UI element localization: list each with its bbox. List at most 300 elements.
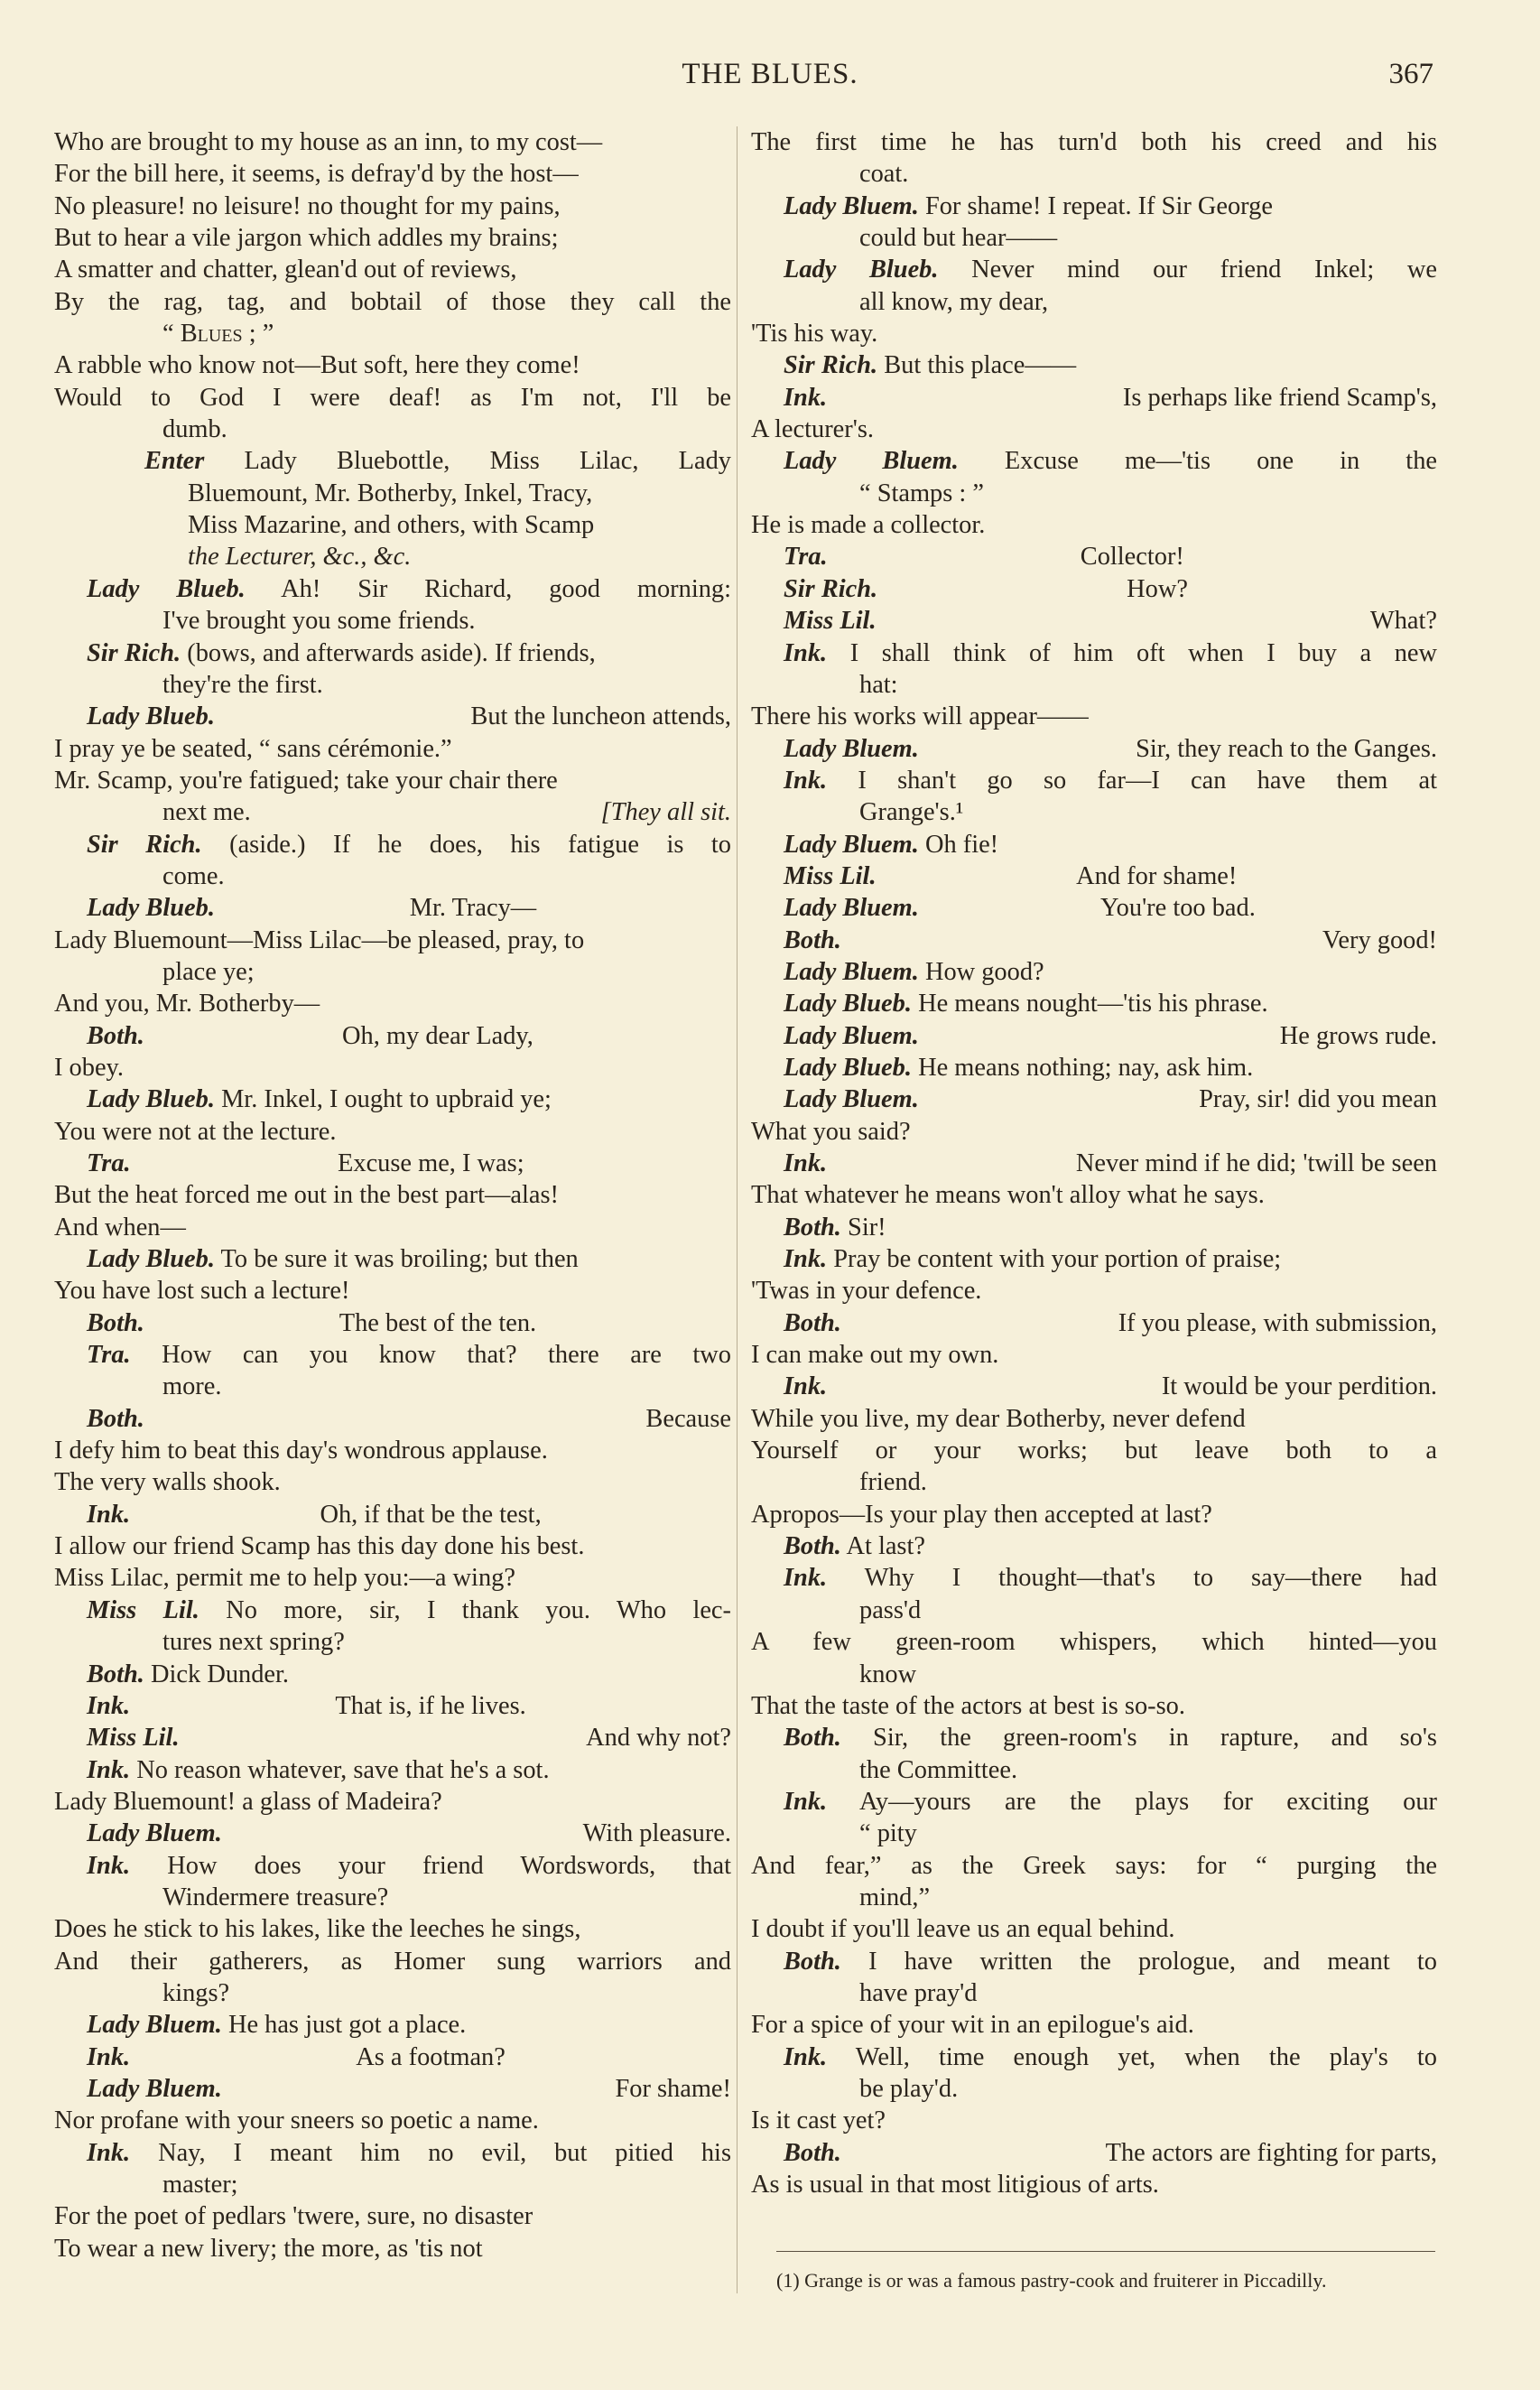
line-text: Would to God I were deaf! as I'm not, I'll be [54,383,731,412]
speaker-label: Lady Blueb. [87,1245,215,1274]
line-text: come. [162,861,225,890]
verse-line [54,541,731,572]
line-text: Windermere treasure? [162,1883,389,1911]
speaker-label: Ink. [784,1787,828,1816]
line-text: Nor profane with your sneers so poetic a name. [54,2106,539,2135]
verse-line [751,1083,1437,1115]
line-text: 'Twas in your defence. [751,1277,982,1306]
verse-line [54,318,731,349]
verse-line [751,1530,1437,1562]
verse-line [751,254,1437,285]
line-text: “ pity [859,1819,917,1848]
verse-line [751,1116,1437,1148]
verse-line [751,1786,1437,1818]
line-text: To wear a new livery; the more, as 'tis not [54,2234,483,2263]
verse-line [54,1243,731,1275]
line-text: have pray'd [859,1978,978,2007]
speaker-label: Both. [784,1213,841,1241]
line-text: To be sure it was broiling; but then [220,1245,579,1274]
left-column [54,126,731,2264]
verse-line [751,573,1437,605]
line-text: Is perhaps like friend Scamp's, [1122,383,1437,412]
speaker-label: Enter [144,447,205,476]
line-text: He grows rude. [1279,1021,1437,1050]
speaker-label: Lady Blueb. [784,990,912,1018]
footnote-rule [776,2251,1435,2252]
line-text: master; [162,2171,238,2199]
verse-line [54,1882,731,1913]
line-text: With pleasure. [582,1819,731,1848]
verse-line [751,1977,1437,2009]
verse-line [751,126,1437,158]
verse-line [54,669,731,701]
speaker-label: Lady Blueb. [784,256,939,284]
line-text: For a spice of your wit in an epilogue's aid. [751,2011,1194,2040]
verse-line [751,925,1437,956]
line-text: No reason whatever, save that he's a sot. [136,1755,550,1784]
line-text: And why not? [586,1724,731,1753]
verse-line [751,892,1437,924]
line-text: I can make out my own. [751,1341,999,1370]
line-text: Sir! [848,1213,886,1241]
verse-line [54,1786,731,1818]
verse-line [54,829,731,860]
line-text: I shall think of him oft when I buy a new [849,638,1437,667]
line-text: But this place—— [884,351,1077,380]
verse-line [751,414,1437,445]
verse-line [751,1818,1437,1849]
speaker-label: Lady Blueb. [87,894,215,923]
line-text: Mr. Scamp, you're fatigued; take your chair there [54,766,558,795]
verse-line [751,701,1437,732]
speaker-label: Lady Bluem. [87,2074,222,2103]
line-text: For the bill here, it seems, is defray'd by the host— [54,160,579,189]
verse-line [54,1435,731,1466]
line-text: You're too bad. [1100,894,1256,923]
line-text: A smatter and chatter, glean'd out of reviews, [54,256,517,284]
verse-line [54,1659,731,1690]
page-header [0,58,1540,107]
verse-line [54,1818,731,1849]
speaker-label: Sir Rich. [784,351,878,380]
verse-line [54,925,731,956]
line-text: Well, time enough yet, when the play's to [855,2042,1437,2071]
verse-line [54,254,731,285]
verse-line [751,1466,1437,1498]
speaker-label: Sir Rich. [87,638,181,667]
verse-line [751,1562,1437,1594]
line-text: Very good! [1322,925,1437,954]
speaker-label: Both. [87,1660,144,1688]
line-text: Excuse me, I was; [338,1149,524,1177]
speaker-label: Lady Bluem. [784,894,919,923]
speaker-label: Miss Lil. [784,607,877,636]
verse-line [751,1179,1437,1211]
verse-line [751,765,1437,796]
verse-line [54,1690,731,1722]
speaker-label: Ink. [87,1755,131,1784]
verse-line [54,1148,731,1179]
line-text: “ Blues ; ” [162,320,274,349]
speaker-label: Tra. [87,1149,131,1177]
line-text: Sir, the green-room's in rapture, and so's [873,1724,1437,1753]
speaker-label: Ink. [784,1564,828,1593]
verse-line [54,1530,731,1562]
line-text: next me. [162,798,251,827]
line-text: A lecturer's. [751,415,874,444]
speaker-label: Ink. [784,766,828,795]
verse-line [751,541,1437,572]
line-text: Is it cast yet? [751,2106,886,2135]
verse-line [751,1690,1437,1722]
line-text: For shame! [615,2074,731,2103]
verse-line [751,988,1437,1019]
line-text: But the luncheon attends, [470,702,731,731]
line-text: And when— [54,1213,186,1241]
line-text: How good? [924,957,1044,986]
speaker-label: Ink. [784,1245,828,1274]
verse-line [751,1148,1437,1179]
verse-line [54,765,731,796]
verse-line [54,1403,731,1435]
line-text: pass'd [859,1595,922,1624]
speaker-label: Tra. [784,543,828,572]
verse-line [54,1977,731,2009]
verse-line [54,956,731,988]
line-text: That whatever he means won't alloy what he says. [751,1181,1265,1210]
line-text: But the heat forced me out in the best part—alas! [54,1181,559,1210]
verse-line [751,2073,1437,2105]
line-text: You have lost such a lecture! [54,1277,350,1306]
line-text: The very walls shook. [54,1468,281,1497]
verse-line [751,669,1437,701]
speaker-label: Both. [784,925,841,954]
line-text: A few green-room whispers, which hinted—you [751,1628,1437,1657]
line-text: At last? [846,1532,925,1561]
speaker-label: Lady Bluem. [784,734,919,763]
verse-line [751,860,1437,892]
verse-line [54,126,731,158]
line-text: Mr. Inkel, I ought to upbraid ye; [221,1085,552,1114]
stage-direction: [They all sit. [600,798,731,827]
speaker-label: Ink. [87,1691,131,1720]
page-number: 367 [1388,58,1433,90]
verse-line [751,2041,1437,2073]
verse-line [54,2200,731,2232]
speaker-label: Ink. [87,1851,131,1880]
line-text: the Lecturer, &c., &c. [188,543,412,572]
line-text: For shame! I repeat. If Sir George [924,191,1273,220]
verse-line [751,1307,1437,1339]
verse-line [54,1946,731,1977]
verse-line [54,1212,731,1243]
line-text: place ye; [162,957,255,986]
speaker-label: Lady Blueb. [87,702,215,731]
line-text: Never mind our friend Inkel; we [971,256,1437,284]
line-text: Miss Mazarine, and others, with Scamp [188,511,595,540]
line-text: As is usual in that most litigious of arts. [751,2171,1159,2199]
speaker-label: Lady Bluem. [784,957,919,986]
line-text: Oh, if that be the test, [320,1500,542,1529]
speaker-label: Both. [87,1021,144,1050]
line-text: Because [645,1404,731,1433]
speaker-label: Ink. [87,2042,131,2071]
line-text: That the taste of the actors at best is so-so. [751,1691,1185,1720]
line-text: Mr. Tracy— [409,894,537,923]
verse-line [751,1659,1437,1690]
line-text: How does your friend Wordswords, that [167,1851,731,1880]
speaker-label: Miss Lil. [87,1595,199,1624]
verse-line [751,191,1437,222]
line-text: Pray be content with your portion of praise; [833,1245,1282,1274]
speaker-label: Miss Lil. [784,861,877,890]
line-text: No pleasure! no leisure! no thought for my pains, [54,191,561,220]
line-text: I obey. [54,1053,124,1082]
verse-line [54,2137,731,2169]
line-text: 'Tis his way. [751,320,878,349]
line-text: He has just got a place. [227,2011,467,2040]
verse-line [54,1722,731,1753]
line-text: As a footman? [356,2042,506,2071]
verse-line [54,2073,731,2105]
speaker-label: Lady Bluem. [784,830,919,859]
line-text: Excuse me—'tis one in the [1004,447,1437,476]
verse-line [54,2009,731,2041]
line-text: Grange's.¹ [859,798,964,827]
line-text: Dick Dunder. [151,1660,289,1688]
verse-line [751,478,1437,509]
verse-line [54,349,731,381]
speaker-label: Both. [87,1404,144,1433]
verse-line [54,733,731,765]
verse-line [751,1499,1437,1530]
verse-line [751,2137,1437,2169]
line-text: There his works will appear—— [751,702,1089,731]
speaker-label: Both. [784,1724,841,1753]
verse-line [751,637,1437,669]
line-text: Bluemount, Mr. Botherby, Inkel, Tracy, [188,479,593,507]
line-text: The actors are fighting for parts, [1105,2138,1437,2167]
line-text: dumb. [162,415,227,444]
line-text: No more, sir, I thank you. Who lec- [226,1595,731,1624]
line-text: If you please, with submission, [1118,1308,1437,1337]
verse-line [751,318,1437,349]
speaker-label: Ink. [784,638,828,667]
verse-line [54,1275,731,1307]
speaker-label: Lady Bluem. [784,191,919,220]
line-text: coat. [859,160,909,189]
line-text: How? [1127,574,1188,603]
speaker-label: Sir Rich. [87,830,202,859]
line-text: I have written the prologue, and meant to [868,1947,1437,1976]
line-text: The first time he has turn'd both his creed and his [751,128,1437,156]
verse-line [751,1754,1437,1786]
speaker-label: Ink. [784,2042,828,2071]
verse-line [751,1435,1437,1466]
speaker-label: Ink. [87,2138,131,2167]
speaker-label: Ink. [87,1500,131,1529]
line-text: be play'd. [859,2074,959,2103]
verse-line [54,860,731,892]
line-text: more. [162,1372,222,1401]
speaker-label: Lady Bluem. [87,1819,222,1848]
line-text: (bows, and afterwards aside). If friends, [187,638,596,667]
running-title: THE BLUES. [682,58,858,90]
verse-line [751,1850,1437,1882]
speaker-label: Sir Rich. [784,574,878,603]
verse-line [54,191,731,222]
verse-line [54,1083,731,1115]
line-text: Collector! [1080,543,1184,572]
right-column [751,126,1437,2200]
verse-line [54,1562,731,1594]
verse-line [751,349,1437,381]
verse-line [54,509,731,541]
verse-line [54,158,731,190]
verse-line [751,1403,1437,1435]
verse-line [54,1052,731,1083]
verse-line [751,1722,1437,1753]
line-text: Oh, my dear Lady, [342,1021,533,1050]
verse-line [54,605,731,637]
verse-line [751,605,1437,637]
verse-line [54,222,731,254]
line-text: Pray, sir! did you mean [1199,1085,1437,1114]
verse-line [54,1179,731,1211]
verse-line [751,445,1437,477]
line-text: Lady Bluemount—Miss Lilac—be pleased, pray, to [54,925,585,954]
verse-line [751,1243,1437,1275]
verse-line [751,796,1437,828]
line-text: hat: [859,670,898,699]
verse-line [751,1595,1437,1626]
line-text: they're the first. [162,670,323,699]
verse-line [751,1212,1437,1243]
line-text: Does he stick to his lakes, like the leeches he sings, [54,1915,581,1944]
speaker-label: Lady Blueb. [87,1085,215,1114]
line-text: How can you know that? there are two [162,1341,731,1370]
verse-line [751,2105,1437,2136]
line-text: And their gatherers, as Homer sung warriors and [54,1947,731,1976]
line-text: mind,” [859,1883,931,1911]
line-text: While you live, my dear Botherby, never defend [751,1404,1246,1433]
verse-line [54,892,731,924]
line-text: tures next spring? [162,1628,345,1657]
verse-line [54,1116,731,1148]
speaker-label: Lady Bluem. [784,447,959,476]
verse-line [751,382,1437,414]
line-text: That is, if he lives. [335,1691,526,1720]
verse-line [751,733,1437,765]
verse-line [751,2009,1437,2041]
verse-line [751,1882,1437,1913]
line-text: Ay—yours are the plays for exciting our [859,1787,1437,1816]
line-text: Apropos—Is your play then accepted at last? [751,1500,1212,1529]
verse-line [54,1466,731,1498]
line-text: I defy him to beat this day's wondrous applause. [54,1437,548,1465]
verse-line [54,2169,731,2200]
line-text: The best of the ten. [339,1308,537,1337]
speaker-label: Tra. [87,1341,131,1370]
line-text: He means nought—'tis his phrase. [918,990,1268,1018]
line-text: Lady Bluebottle, Miss Lilac, Lady [244,447,731,476]
verse-line [54,2233,731,2264]
verse-line [54,637,731,669]
verse-line [54,414,731,445]
verse-line [54,445,731,477]
verse-line [54,2041,731,2073]
verse-line [751,222,1437,254]
speaker-label: Lady Bluem. [784,1021,919,1050]
line-text: Sir, they reach to the Ganges. [1136,734,1437,763]
footnote: (1) Grange is or was a famous pastry-cook and fruiterer in Piccadilly. [776,2269,1327,2292]
line-text: I shan't go so far—I can have them at [858,766,1438,795]
line-text: “ Stamps : ” [859,479,984,507]
line-text: could but hear—— [859,224,1058,253]
verse-line [54,382,731,414]
speaker-label: Ink. [784,1372,828,1401]
speaker-label: Both. [87,1308,144,1337]
line-text: And fear,” as the Greek says: for “ purging the [751,1851,1437,1880]
verse-line [54,1913,731,1945]
verse-line [54,286,731,318]
line-text: Never mind if he did; 'twill be seen [1075,1149,1437,1177]
column-rule [737,126,738,2293]
verse-line [751,2169,1437,2200]
verse-line [751,1339,1437,1371]
line-text: A rabble who know not—But soft, here they come! [54,351,580,380]
line-text: know [859,1660,917,1688]
verse-line [54,1371,731,1402]
speaker-label: Ink. [784,1149,828,1177]
line-text: kings? [162,1978,230,2007]
verse-line [751,1626,1437,1658]
verse-line [54,988,731,1019]
verse-line [751,1052,1437,1083]
line-text: He is made a collector. [751,511,986,540]
line-text: Lady Bluemount! a glass of Madeira? [54,1787,442,1816]
verse-line [751,1913,1437,1945]
line-text: Why I thought—that's to say—there had [864,1564,1437,1593]
line-text: It would be your perdition. [1161,1372,1437,1401]
speaker-label: Both. [784,2138,841,2167]
verse-line [751,158,1437,190]
line-text: And for shame! [1076,861,1238,890]
verse-line [751,1020,1437,1052]
line-text: Miss Lilac, permit me to help you:—a wing? [54,1564,515,1593]
speaker-label: Both. [784,1947,841,1976]
verse-line [54,1754,731,1786]
speaker-label: Lady Bluem. [87,2011,222,2040]
line-text: What you said? [751,1117,911,1146]
line-text: Nay, I meant him no evil, but pitied his [158,2138,731,2167]
verse-line [54,2105,731,2136]
speaker-label: Miss Lil. [87,1724,180,1753]
verse-line [54,1499,731,1530]
verse-line [54,478,731,509]
line-text: I've brought you some friends. [162,607,476,636]
line-text: all know, my dear, [859,287,1049,316]
verse-line [54,1626,731,1658]
verse-line [751,956,1437,988]
speaker-label: Lady Bluem. [784,1085,919,1114]
line-text: Ah! Sir Richard, good morning: [281,574,731,603]
verse-line [54,573,731,605]
speaker-label: Both. [784,1532,841,1561]
verse-line [751,509,1437,541]
line-text: I pray ye be seated, “ sans cérémonie.” [54,734,452,763]
speaker-label: Both. [784,1308,841,1337]
